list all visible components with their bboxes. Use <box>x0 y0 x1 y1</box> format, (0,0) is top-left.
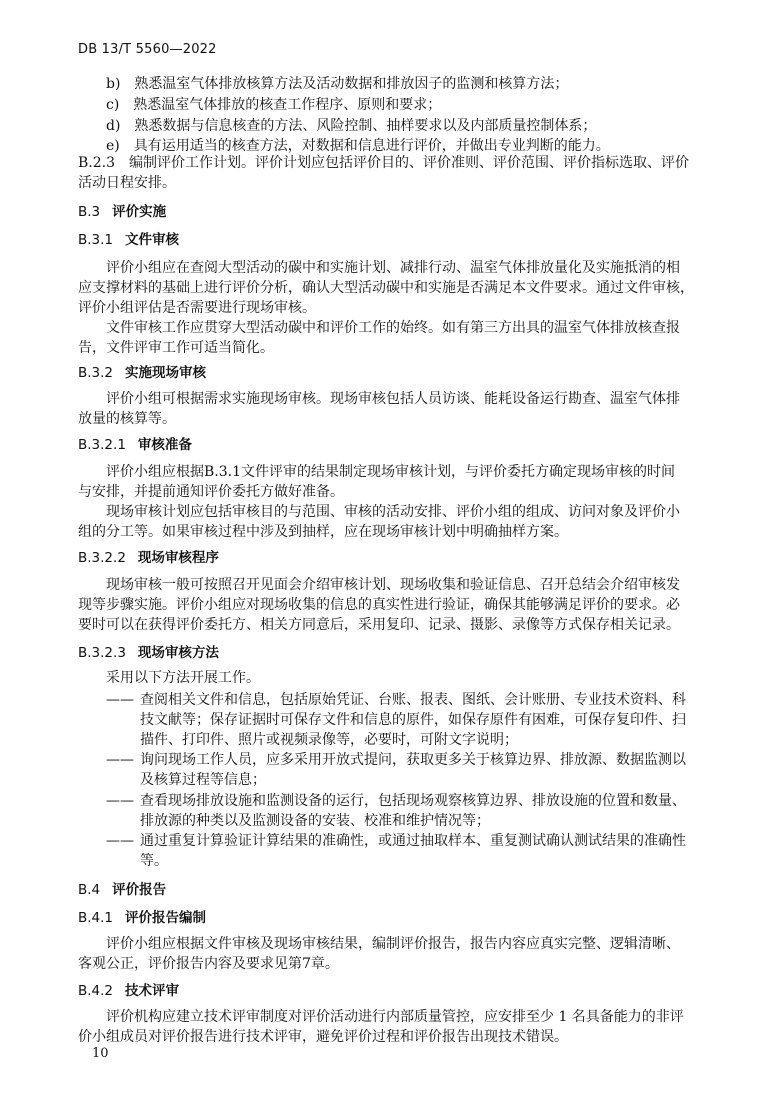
section-number: B.3.2.1 <box>78 437 126 453</box>
b41-p1-line2: 客观公正，评价报告内容及要求见第7章。 <box>78 956 339 972</box>
dash-mark: —— <box>106 833 134 849</box>
b322-p1-line1: 现场审核一般可按照召开见面会介绍审核计划、现场收集和验证信息、召开总结会介绍审核发 <box>106 577 680 593</box>
section-title: 文件审核 <box>125 232 180 248</box>
b31-p2-line1: 文件审核工作应贯穿大型活动碳中和评价工作的始终。如有第三方出具的温室气体排放核查报 <box>106 320 680 336</box>
dash-item-4-line2: 等。 <box>140 853 168 869</box>
dash-mark: —— <box>106 793 134 809</box>
section-title: 评价报告 <box>112 882 167 898</box>
b42-p1-line1: 评价机构应建立技术评审制度对评价活动进行内部质量管控，应安排至少 1 名具备能力的非评 <box>106 1009 684 1025</box>
dash-mark: —— <box>106 692 134 708</box>
dash-item-1-line3: 描件、打印件、照片或视频录像等，必要时，可附文字说明； <box>140 732 518 748</box>
section-number: B.4.2 <box>78 983 114 999</box>
section-heading-b4 <box>78 880 166 900</box>
page-number: 10 <box>92 1046 109 1061</box>
section-heading-b321 <box>78 435 192 455</box>
section-title: 技术评审 <box>125 983 180 999</box>
section-number: B.4 <box>78 882 101 898</box>
b321-p2-line2: 组的分工等。如果审核过程中涉及到抽样，应在现场审核计划中明确抽样方案。 <box>78 524 568 540</box>
list-item-b: b) 熟悉温室气体排放核算方法及活动数据和排放因子的监测和核算方法； <box>106 76 569 92</box>
section-title: 现场审核方法 <box>137 645 219 661</box>
section-title: 评价实施 <box>112 204 167 220</box>
b31-p1-line2: 应支撑材料的基础上进行评价分析，确认大型活动碳中和实施是否满足本文件要求。通过文件审核， <box>78 280 694 296</box>
section-heading-b31 <box>78 230 179 250</box>
section-number: B.3.1 <box>78 232 114 248</box>
b31-p1-line3: 评价小组评估是否需要进行现场审核。 <box>78 300 316 316</box>
section-number: B.4.1 <box>78 910 114 926</box>
section-number: B.3.2.2 <box>78 550 126 566</box>
b321-p2-line1: 现场审核计划应包括审核目的与范围、审核的活动安排、评价小组的组成、访问对象及评价小 <box>106 504 680 520</box>
list-item-d: d) 熟悉数据与信息核查的方法、风险控制、抽样要求以及内部质量控制体系； <box>106 118 597 134</box>
section-heading-b32 <box>78 363 206 383</box>
b322-p1-line2: 现等步骤实施。评价小组应对现场收集的信息的真实性进行验证，确保其能够满足评价的要求。必 <box>78 597 680 613</box>
list-item-c: c) 熟悉温室气体排放的核查工作程序、原则和要求； <box>106 97 442 113</box>
b323-intro: 采用以下方法开展工作。 <box>106 670 260 686</box>
b322-p1-line3: 要时可以在获得评价委托方、相关方同意后，采用复印、记录、摄影、录像等方式保存相关记录。 <box>78 617 680 633</box>
section-title: 实施现场审核 <box>125 365 207 381</box>
section-heading-b41 <box>78 908 206 928</box>
dash-mark: —— <box>106 752 134 768</box>
dash-item-1-line1: 查阅相关文件和信息，包括原始凭证、台账、报表、图纸、会计账册、专业技术资料、科 <box>140 692 686 708</box>
dash-item-1-line2: 技文献等；保存证据时可保存文件和信息的原件，如保存原件有困难，可保存复印件、扫 <box>140 712 686 728</box>
list-item-e: e) 具有运用适当的核查方法，对数据和信息进行评价，并做出专业判断的能力。 <box>106 138 610 154</box>
b223-line1: B.2.3 编制评价工作计划。评价计划应包括评价目的、评价准则、评价范围、评价指标选取、评价 <box>78 155 690 171</box>
b41-p1-line1: 评价小组应根据文件审核及现场审核结果，编制评价报告，报告内容应真实完整、逻辑清晰、 <box>106 936 680 952</box>
b223-line2: 活动日程安排。 <box>78 175 176 191</box>
section-heading-b42 <box>78 981 179 1001</box>
dash-item-3-line1: 查看现场排放设施和监测设备的运行，包括现场观察核算边界、排放设施的位置和数量、 <box>140 793 686 809</box>
section-title: 评价报告编制 <box>125 910 207 926</box>
dash-item-3-line2: 排放源的种类以及监测设备的安装、校准和维护情况等； <box>140 813 490 829</box>
b31-p2-line2: 告，文件评审工作可适当简化。 <box>78 340 274 356</box>
b321-p1-line2: 与安排，并提前通知评价委托方做好准备。 <box>78 484 344 500</box>
section-title: 审核准备 <box>137 437 192 453</box>
dash-item-2-line2: 及核算过程等信息； <box>140 772 266 788</box>
b32-p1-line1: 评价小组可根据需求实施现场审核。现场审核包括人员访谈、能耗设备运行勘查、温室气体排 <box>106 391 680 407</box>
dash-item-4-line1: 通过重复计算验证计算结果的准确性，或通过抽取样本、重复测试确认测试结果的准确性 <box>140 833 686 849</box>
section-heading-b323 <box>78 643 219 663</box>
document-code: DB 13/T 5560—2022 <box>78 42 217 57</box>
section-number: B.3.2.3 <box>78 645 126 661</box>
section-number: B.3 <box>78 204 101 220</box>
section-number: B.3.2 <box>78 365 114 381</box>
dash-item-2-line1: 询问现场工作人员，应多采用开放式提问，获取更多关于核算边界、排放源、数据监测以 <box>140 752 686 768</box>
b32-p1-line2: 放量的核算等。 <box>78 411 176 427</box>
b321-p1-line1: 评价小组应根据B.3.1文件评审的结果制定现场审核计划，与评价委托方确定现场审核的时间 <box>106 464 676 480</box>
b31-p1-line1: 评价小组应在查阅大型活动的碳中和实施计划、减排行动、温室气体排放量化及实施抵消的相 <box>106 260 680 276</box>
section-heading-b322 <box>78 548 219 568</box>
section-heading-b3 <box>78 202 166 222</box>
b42-p1-line2: 价小组成员对评价报告进行技术评审，避免评价过程和评价报告出现技术错误。 <box>78 1029 568 1045</box>
section-title: 现场审核程序 <box>137 550 219 566</box>
